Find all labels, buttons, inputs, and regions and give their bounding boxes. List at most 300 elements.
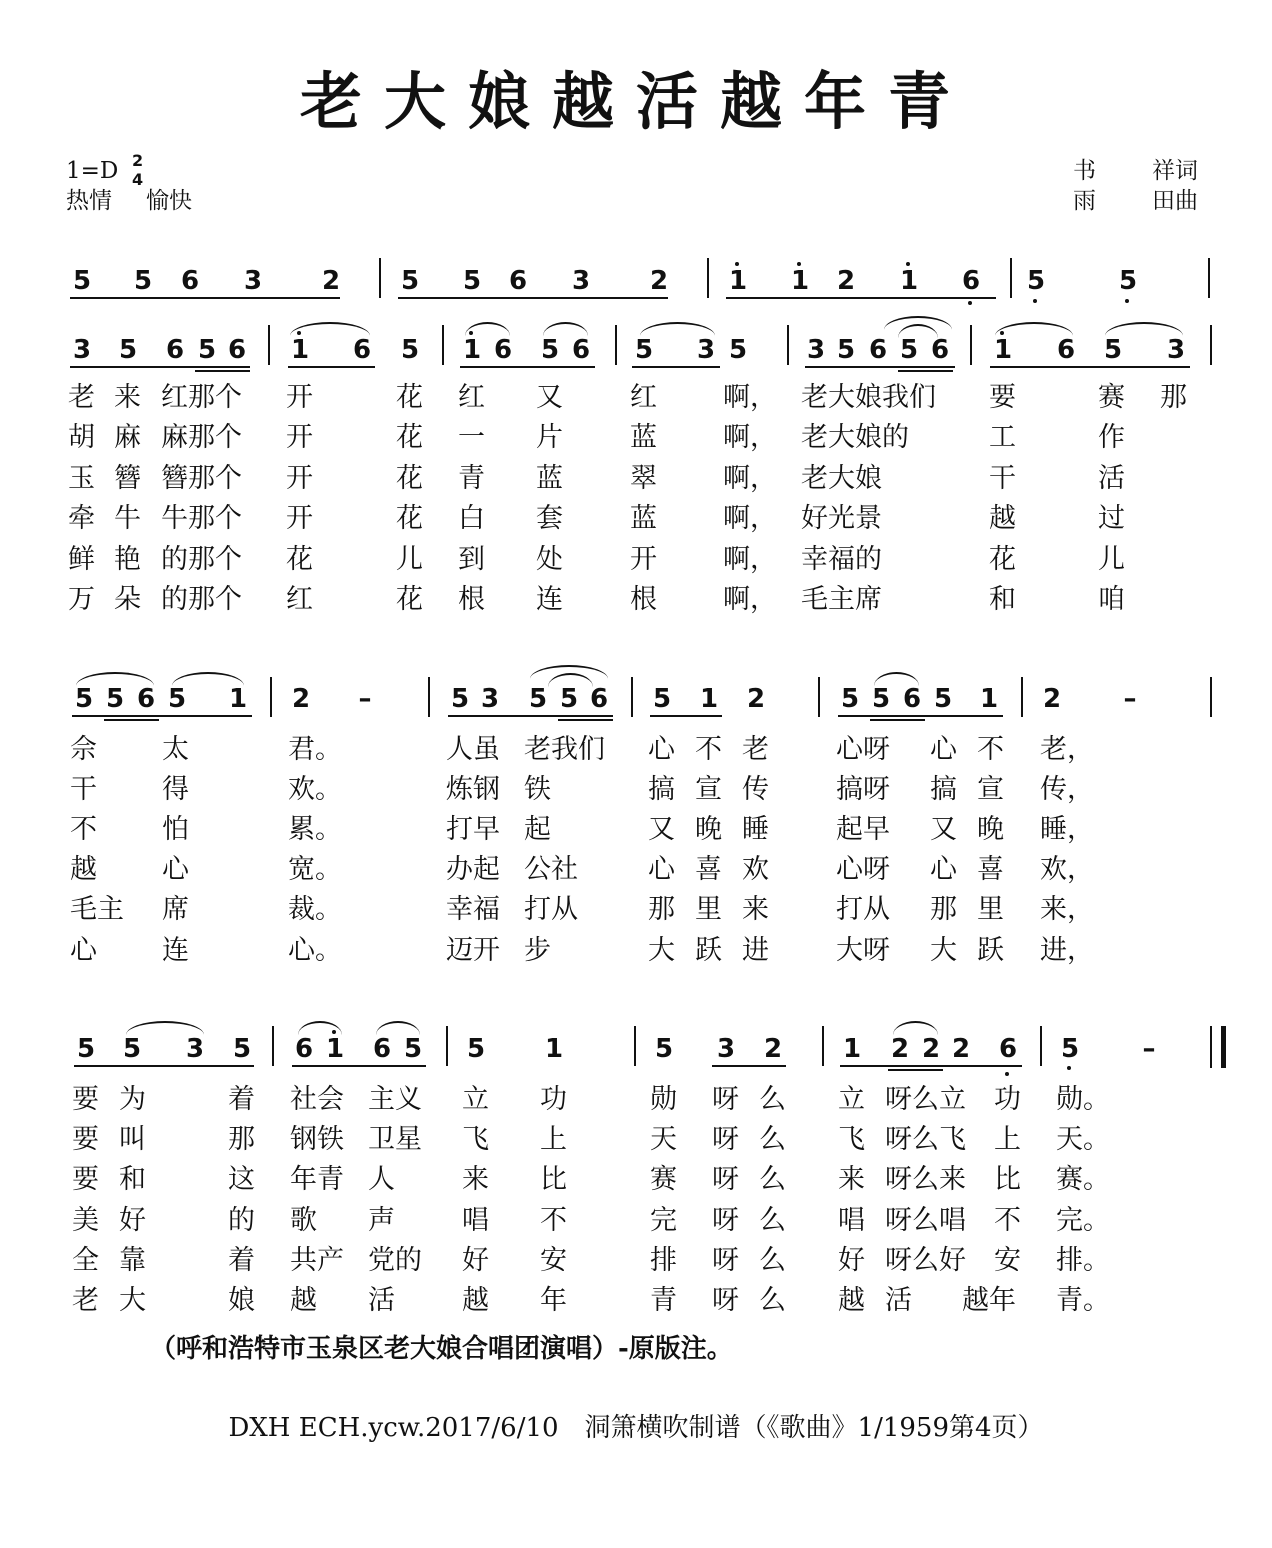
- note: 5: [933, 684, 953, 714]
- lyric: 活: [368, 1285, 395, 1316]
- lyric: 越年: [962, 1285, 1016, 1316]
- barline: [822, 1026, 824, 1066]
- lyric: 麻: [114, 422, 141, 453]
- lyric: 红: [630, 382, 657, 413]
- barline: [634, 1026, 636, 1066]
- lyric: 迈开: [446, 935, 500, 966]
- lyric: 越: [70, 854, 97, 885]
- lyric: 翠: [630, 463, 657, 494]
- lyric: 好光景: [801, 503, 882, 534]
- lyric: 叫: [119, 1124, 146, 1155]
- lyric: 年: [540, 1285, 567, 1316]
- lyric: 欢: [742, 854, 769, 885]
- lyric: 太: [162, 734, 189, 765]
- lyric: 裁。: [288, 894, 342, 925]
- lyric: 欢。: [288, 774, 342, 805]
- lyric: 花: [396, 503, 423, 534]
- note: 5: [634, 335, 654, 365]
- lyric: 那: [930, 894, 957, 925]
- lyric: 么: [759, 1245, 786, 1276]
- lyric: 要: [72, 1124, 99, 1155]
- low-octave-dot: [968, 301, 972, 305]
- lyric: 根: [630, 584, 657, 615]
- lyric: 麻那个: [161, 422, 242, 453]
- lyric: 卫星: [368, 1124, 422, 1155]
- note: 3: [716, 1034, 736, 1064]
- note: 1: [699, 684, 719, 714]
- lyric: 又: [536, 382, 563, 413]
- underline: [726, 297, 996, 299]
- barline: [428, 677, 430, 717]
- note: 5: [652, 684, 672, 714]
- note: 1: [462, 335, 482, 365]
- note: 6: [227, 335, 247, 365]
- lyric-line: [0, 937, 1272, 971]
- note: 3: [480, 684, 500, 714]
- lyric: 处: [536, 544, 563, 575]
- lyric: 步: [524, 935, 551, 966]
- lyric: 赛。: [1056, 1164, 1110, 1195]
- note: 5: [840, 684, 860, 714]
- note: 1: [993, 335, 1013, 365]
- lyric: 大: [930, 935, 957, 966]
- lyric: 唱: [462, 1205, 489, 1236]
- underline: [870, 719, 925, 721]
- note: 6: [180, 266, 200, 296]
- lyric: 和: [119, 1164, 146, 1195]
- lyric-line: [0, 1166, 1272, 1200]
- barline: [1210, 677, 1212, 717]
- lyric: 干: [70, 774, 97, 805]
- lyric: 娘: [228, 1285, 255, 1316]
- lyric: 打从: [524, 894, 578, 925]
- note: 5: [559, 684, 579, 714]
- lyric: 片: [536, 422, 563, 453]
- lyric: 青: [650, 1285, 677, 1316]
- transcription-credit: DXH ECH.ycw.2017/6/10 洞箫横吹制谱（《歌曲》1/1959第4页）: [228, 1413, 1044, 1443]
- note: 3: [185, 1034, 205, 1064]
- note: 6: [372, 1034, 392, 1064]
- underline: [650, 715, 722, 717]
- lyric: 打早: [446, 814, 500, 845]
- lyric: 炼钢: [446, 774, 500, 805]
- note: 2: [763, 1034, 783, 1064]
- slur: [995, 322, 1073, 336]
- lyric: 一: [458, 422, 485, 453]
- song-title: 老大娘越活越年青: [299, 65, 972, 138]
- note: 5: [899, 335, 919, 365]
- composer-name: 雨: [1073, 188, 1096, 214]
- lyric: 青。: [1056, 1285, 1110, 1316]
- lyric: 宣: [695, 774, 722, 805]
- lyric: 跃: [977, 935, 1004, 966]
- lyric: 幸福的: [801, 544, 882, 575]
- lyric: 来: [742, 894, 769, 925]
- note: –: [1123, 684, 1137, 714]
- note: 2: [890, 1034, 910, 1064]
- lyricist-credit: 祥词: [1152, 158, 1198, 184]
- lyric-line: [0, 1086, 1272, 1120]
- lyric: 搞呀: [836, 774, 890, 805]
- lyric: 那: [228, 1124, 255, 1155]
- note: 6: [589, 684, 609, 714]
- note: 5: [462, 266, 482, 296]
- lyric: 比: [540, 1164, 567, 1195]
- lyric: 心呀: [836, 854, 890, 885]
- lyric: 要: [72, 1164, 99, 1195]
- note: 5: [76, 1034, 96, 1064]
- underline: [398, 297, 668, 299]
- high-octave-dot: [797, 262, 801, 266]
- lyric: 年青: [290, 1164, 344, 1195]
- lyric: 天。: [1056, 1124, 1110, 1155]
- lyric: 万: [68, 584, 95, 615]
- lyric: 牵: [68, 503, 95, 534]
- lyric: 声: [368, 1205, 395, 1236]
- lyric: 安: [540, 1245, 567, 1276]
- note: 6: [136, 684, 156, 714]
- underline: [632, 366, 720, 368]
- note: 2: [1042, 684, 1062, 714]
- high-octave-dot: [735, 262, 739, 266]
- lyric: 咱: [1098, 584, 1125, 615]
- lyric: 作: [1098, 422, 1125, 453]
- lyric: 那: [1160, 382, 1187, 413]
- note: 5: [528, 684, 548, 714]
- lyric: 不: [695, 734, 722, 765]
- lyric: 和: [989, 584, 1016, 615]
- note: 1: [544, 1034, 564, 1064]
- lyric: 心。: [288, 935, 342, 966]
- lyric: 好: [838, 1245, 865, 1276]
- note: 3: [243, 266, 263, 296]
- note: 5: [133, 266, 153, 296]
- slur: [290, 322, 370, 336]
- lyric: 开: [286, 463, 313, 494]
- barline: [970, 325, 972, 365]
- lyric: 歌: [290, 1205, 317, 1236]
- note: 5: [167, 684, 187, 714]
- lyric: 红: [286, 584, 313, 615]
- note: 3: [72, 335, 92, 365]
- lyric: 啊，: [723, 584, 777, 615]
- note: 5: [450, 684, 470, 714]
- lyric: 喜: [695, 854, 722, 885]
- note: 5: [654, 1034, 674, 1064]
- barline: [818, 677, 820, 717]
- lyric: 睡，: [1040, 814, 1094, 845]
- lyric-line: [0, 776, 1272, 810]
- lyric: 呀: [712, 1205, 739, 1236]
- lyric: 公社: [524, 854, 578, 885]
- note: 1: [842, 1034, 862, 1064]
- note: 5: [466, 1034, 486, 1064]
- lyric: 要: [72, 1084, 99, 1115]
- lyric: 党的: [368, 1245, 422, 1276]
- note: 1: [899, 266, 919, 296]
- lyric-line: [0, 1247, 1272, 1281]
- lyric: 呀么唱: [885, 1205, 966, 1236]
- slur: [76, 672, 154, 686]
- lyric: 立: [462, 1084, 489, 1115]
- lyric: 大呀: [836, 935, 890, 966]
- lyric: 活: [885, 1285, 912, 1316]
- lyric: 啊，: [723, 503, 777, 534]
- lyric: 老: [742, 734, 769, 765]
- lyric: 老我们: [524, 734, 605, 765]
- lyric: 簪那个: [161, 463, 242, 494]
- lyric: 里: [977, 894, 1004, 925]
- lyric: 比: [994, 1164, 1021, 1195]
- note: 5: [728, 335, 748, 365]
- performance-note: （呼和浩特市玉泉区老大娘合唱团演唱）-原版注。: [150, 1334, 733, 1364]
- lyric: 活: [1098, 463, 1125, 494]
- slur: [893, 1021, 938, 1035]
- note: 3: [1166, 335, 1186, 365]
- note: 6: [508, 266, 528, 296]
- note: 1: [228, 684, 248, 714]
- lyric: 鲜: [68, 544, 95, 575]
- underline: [990, 366, 1190, 368]
- slur: [126, 1021, 204, 1035]
- lyricist-name: 书: [1073, 158, 1096, 184]
- lyric: 进，: [1040, 935, 1094, 966]
- barline: [631, 677, 633, 717]
- note: 5: [836, 335, 856, 365]
- note: 6: [930, 335, 950, 365]
- lyric: 功: [540, 1084, 567, 1115]
- slur: [640, 322, 715, 336]
- note: 5: [118, 335, 138, 365]
- key-signature: 1=D: [66, 158, 119, 184]
- note: 6: [961, 266, 981, 296]
- lyric-line: [0, 384, 1272, 418]
- lyric: 的那个: [161, 544, 242, 575]
- lyric: 套: [536, 503, 563, 534]
- lyric: 开: [286, 422, 313, 453]
- lyric: 睡: [742, 814, 769, 845]
- lyric: 飞: [462, 1124, 489, 1155]
- low-octave-dot: [1125, 299, 1129, 303]
- lyric: 老大娘我们: [801, 382, 936, 413]
- note: 5: [1026, 266, 1046, 296]
- lyric: 大: [119, 1285, 146, 1316]
- slur: [543, 322, 588, 336]
- lyric: 幸福: [446, 894, 500, 925]
- lyric: 打从: [836, 894, 890, 925]
- slur: [465, 322, 510, 336]
- barline: [615, 325, 617, 365]
- note: 2: [746, 684, 766, 714]
- lyric: 上: [994, 1124, 1021, 1155]
- lyric: 开: [630, 544, 657, 575]
- note: 5: [871, 684, 891, 714]
- note: 6: [571, 335, 591, 365]
- barline: [1210, 325, 1212, 365]
- lyric: 呀: [712, 1245, 739, 1276]
- lyric-line: [0, 1126, 1272, 1160]
- lyric-line: [0, 586, 1272, 620]
- tempo-marking-b: 愉快: [146, 188, 192, 214]
- lyric: 搞: [648, 774, 675, 805]
- barline: [1208, 258, 1210, 298]
- barline: [1040, 1026, 1042, 1066]
- slur: [298, 1021, 342, 1035]
- lyric: 着: [228, 1084, 255, 1115]
- composer-credit: 田曲: [1152, 188, 1198, 214]
- lyric: 花: [396, 382, 423, 413]
- lyric: 传: [742, 774, 769, 805]
- lyric: 安: [994, 1245, 1021, 1276]
- lyric: 欢，: [1040, 854, 1094, 885]
- lyric: 排: [650, 1245, 677, 1276]
- note: 2: [649, 266, 669, 296]
- lyric: 好: [462, 1245, 489, 1276]
- lyric: 宣: [977, 774, 1004, 805]
- lyric: 主义: [368, 1084, 422, 1115]
- lyric: 老大娘的: [801, 422, 909, 453]
- note: 6: [868, 335, 888, 365]
- note: 1: [728, 266, 748, 296]
- lyric: 花: [286, 544, 313, 575]
- lyric: 大: [648, 935, 675, 966]
- lyric: 心: [930, 734, 957, 765]
- lyric: 老大娘: [801, 463, 882, 494]
- lyric: 飞: [838, 1124, 865, 1155]
- lyric: 呀: [712, 1124, 739, 1155]
- note: 1: [325, 1034, 345, 1064]
- note: 1: [979, 684, 999, 714]
- lyric: 共产: [290, 1245, 344, 1276]
- lyric: 老，: [1040, 734, 1094, 765]
- underline: [104, 719, 159, 721]
- slur: [1105, 322, 1183, 336]
- note: 6: [998, 1034, 1018, 1064]
- lyric: 为: [119, 1084, 146, 1115]
- lyric: 心: [648, 734, 675, 765]
- lyric: 跃: [695, 935, 722, 966]
- low-octave-dot: [1033, 299, 1037, 303]
- lyric: 胡: [68, 422, 95, 453]
- underline: [838, 715, 1003, 717]
- high-octave-dot: [906, 262, 910, 266]
- note: 3: [571, 266, 591, 296]
- low-octave-dot: [1005, 1072, 1009, 1076]
- lyric: 来: [114, 382, 141, 413]
- lyric: 靠: [119, 1245, 146, 1276]
- note: 2: [951, 1034, 971, 1064]
- lyric: 不: [977, 734, 1004, 765]
- barline: [1021, 677, 1023, 717]
- note: 5: [105, 684, 125, 714]
- tempo-marking-a: 热情: [66, 188, 112, 214]
- barline: [272, 1026, 274, 1066]
- barline: [268, 325, 270, 365]
- lyric: 上: [540, 1124, 567, 1155]
- lyric: 人虽: [446, 734, 500, 765]
- underline: [460, 366, 595, 368]
- lyric: 呀: [712, 1084, 739, 1115]
- lyric: 那: [648, 894, 675, 925]
- note: 2: [291, 684, 311, 714]
- lyric: 么: [759, 1164, 786, 1195]
- lyric: 蓝: [630, 503, 657, 534]
- lyric: 办起: [446, 854, 500, 885]
- lyric: 老: [72, 1285, 99, 1316]
- lyric: 佘: [70, 734, 97, 765]
- lyric: 越: [838, 1285, 865, 1316]
- note: 5: [197, 335, 217, 365]
- lyric: 呀么飞: [885, 1124, 966, 1155]
- underline: [70, 366, 250, 368]
- note: 5: [1060, 1034, 1080, 1064]
- lyric: 来，: [1040, 894, 1094, 925]
- underline: [292, 1065, 426, 1067]
- lyric: 社会: [290, 1084, 344, 1115]
- lyric: 花: [396, 463, 423, 494]
- underline: [195, 370, 250, 372]
- lyric: 蓝: [630, 422, 657, 453]
- lyric-line: [0, 856, 1272, 890]
- lyric: 完。: [1056, 1205, 1110, 1236]
- lyric: 连: [162, 935, 189, 966]
- lyric: 玉: [68, 463, 95, 494]
- note: 6: [902, 684, 922, 714]
- underline: [805, 366, 955, 368]
- underline: [712, 1065, 786, 1067]
- lyric: 儿: [396, 544, 423, 575]
- note: 5: [400, 335, 420, 365]
- lyric: 席: [162, 894, 189, 925]
- slur: [172, 672, 244, 686]
- underline: [898, 370, 953, 372]
- note: 6: [294, 1034, 314, 1064]
- underline: [70, 297, 340, 299]
- lyric: 勋: [650, 1084, 677, 1115]
- lyric: 红那个: [161, 382, 242, 413]
- lyric: 着: [228, 1245, 255, 1276]
- underline: [288, 366, 375, 368]
- barline: [446, 1026, 448, 1066]
- lyric: 呀么好: [885, 1245, 966, 1276]
- lyric: 越: [290, 1285, 317, 1316]
- note: 2: [836, 266, 856, 296]
- lyric: 干: [989, 463, 1016, 494]
- lyric: 这: [228, 1164, 255, 1195]
- lyric: 花: [396, 422, 423, 453]
- lyric: 天: [650, 1124, 677, 1155]
- lyric: 要: [989, 382, 1016, 413]
- lyric: 钢铁: [290, 1124, 344, 1155]
- slur: [874, 672, 919, 686]
- note: 2: [921, 1034, 941, 1064]
- lyric: 宽。: [288, 854, 342, 885]
- underline: [558, 719, 613, 721]
- low-octave-dot: [1067, 1066, 1071, 1070]
- lyric: 花: [396, 584, 423, 615]
- lyric: 心: [930, 854, 957, 885]
- lyric-line: [0, 505, 1272, 539]
- lyric-line: [0, 816, 1272, 850]
- lyric: 晚: [977, 814, 1004, 845]
- lyric: 开: [286, 503, 313, 534]
- note: 1: [290, 335, 310, 365]
- lyric: 的: [228, 1205, 255, 1236]
- lyric: 起早: [836, 814, 890, 845]
- lyric: 的那个: [161, 584, 242, 615]
- lyric: 啊，: [723, 382, 777, 413]
- lyric-line: [0, 546, 1272, 580]
